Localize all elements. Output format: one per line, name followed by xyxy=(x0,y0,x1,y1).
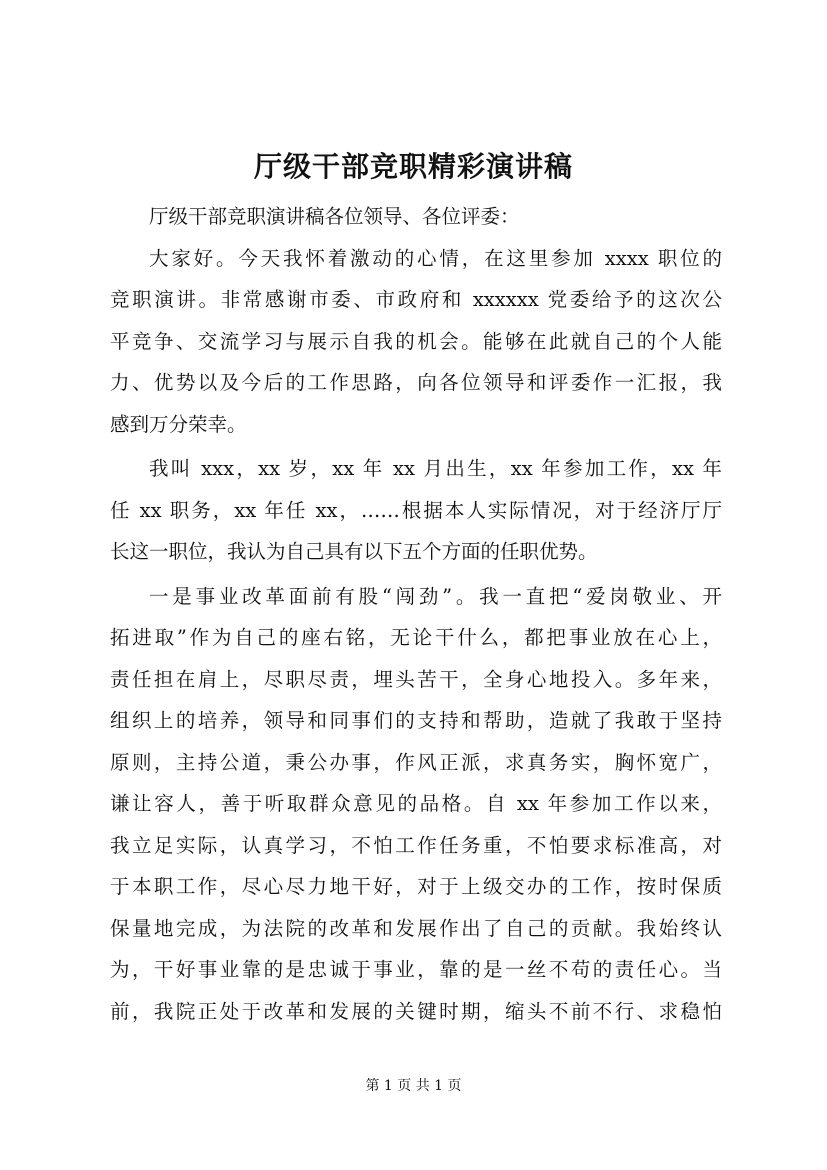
page-footer: 第 1 页 共 1 页 xyxy=(365,1078,462,1094)
paragraph-line: 一是事业改革面前有股“闯劲”。我一直把“爱岗敬业、开 xyxy=(149,584,722,608)
paragraph-line: 保量地完成，为法院的改革和发展作出了自己的贡献。我始终认 xyxy=(110,916,722,940)
paragraph-line: 组织上的培养，领导和同事们的支持和帮助，造就了我敢于坚持 xyxy=(110,709,722,732)
paragraph-line: 感到万分荣幸。 xyxy=(110,412,247,436)
paragraph-line: 为，干好事业靠的是忠诚于事业，靠的是一丝不苟的责任心。当 xyxy=(110,958,722,981)
document-body xyxy=(110,196,722,1032)
paragraph-line: 拓进取”作为自己的座右铭，无论干什么，都把事业放在心上， xyxy=(110,626,722,649)
document-title: 厅级干部竞职精彩演讲稿 xyxy=(253,150,573,183)
paragraph-line: 力、优势以及今后的工作思路，向各位领导和评委作一汇报，我 xyxy=(110,371,722,394)
paragraph-line: 大家好。今天我怀着激动的心情，在这里参加 xxxx 职位的 xyxy=(149,246,722,270)
paragraph-line: 我叫 xxx，xx 岁，xx 年 xx 月出生，xx 年参加工作，xx 年 xyxy=(149,457,722,480)
paragraph-line: 前，我院正处于改革和发展的关键时期，缩头不前不行、求稳怕 xyxy=(110,999,722,1023)
paragraph-line: 竞职演讲。非常感谢市委、市政府和 xxxxxx 党委给予的这次公 xyxy=(110,288,722,311)
paragraph-line: 平竞争、交流学习与展示自我的机会。能够在此就自己的个人能 xyxy=(110,329,722,353)
paragraph-line: 长这一职位，我认为自己具有以下五个方面的任职优势。 xyxy=(110,540,598,563)
paragraph-line: 我立足实际，认真学习，不怕工作任务重，不怕要求标准高，对 xyxy=(110,833,722,857)
paragraph-line: 任 xx 职务，xx 年任 xx，……根据本人实际情况，对于经济厅厅 xyxy=(110,498,722,522)
paragraph-line: 谦让容人，善于听取群众意见的品格。自 xx 年参加工作以来， xyxy=(110,792,722,815)
paragraph-line: 于本职工作，尽心尽力地干好，对于上级交办的工作，按时保质 xyxy=(110,875,722,898)
paragraph-line: 厅级干部竞职演讲稿各位领导、各位评委： xyxy=(149,205,520,228)
paragraph-line: 原则，主持公道，秉公办事，作风正派，求真务实，胸怀宽广， xyxy=(110,750,722,774)
paragraph-line: 责任担在肩上，尽职尽责，埋头苦干，全身心地投入。多年来， xyxy=(110,667,722,691)
